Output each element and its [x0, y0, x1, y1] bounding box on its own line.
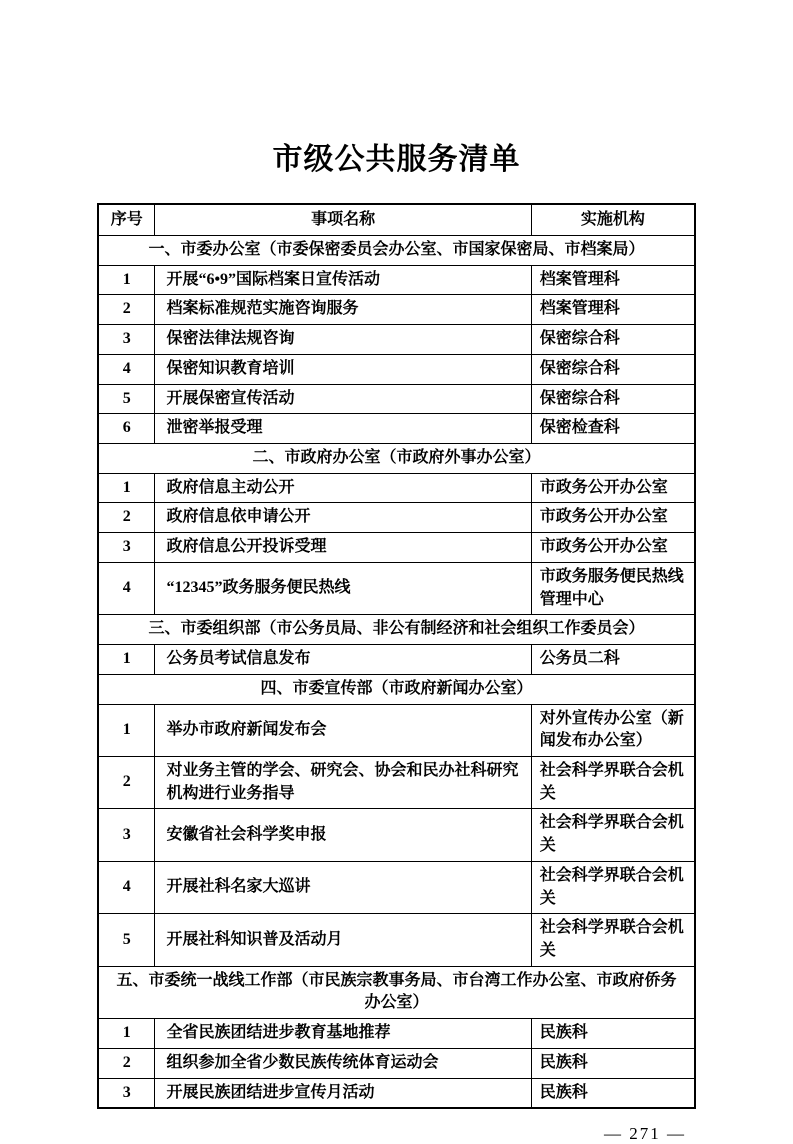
row-item: 组织参加全省少数民族传统体育运动会 [155, 1048, 531, 1078]
row-agency: 保密综合科 [531, 354, 695, 384]
header-cell-item: 事项名称 [155, 204, 531, 236]
row-agency: 民族科 [531, 1019, 695, 1049]
row-no: 2 [98, 756, 155, 808]
row-item: 安徽省社会科学奖申报 [155, 809, 531, 861]
row-item: 公务员考试信息发布 [155, 645, 531, 675]
row-item: 开展保密宣传活动 [155, 384, 531, 414]
row-item: 档案标准规范实施咨询服务 [155, 295, 531, 325]
row-no: 2 [98, 1048, 155, 1078]
table-row [98, 325, 695, 355]
row-no: 2 [98, 295, 155, 325]
header-cell-agency: 实施机构 [531, 204, 695, 236]
table-row [98, 809, 695, 861]
row-agency: 社会科学界联合会机关 [531, 914, 695, 966]
row-item: 开展社科名家大巡讲 [155, 861, 531, 913]
row-agency: 民族科 [531, 1048, 695, 1078]
row-no: 5 [98, 914, 155, 966]
row-no: 3 [98, 533, 155, 563]
row-no: 3 [98, 325, 155, 355]
row-item: 对业务主管的学会、研究会、协会和民办社科研究机构进行业务指导 [155, 756, 531, 808]
row-no: 1 [98, 645, 155, 675]
section-header-row [98, 444, 695, 474]
row-agency: 保密综合科 [531, 384, 695, 414]
row-item: 泄密举报受理 [155, 414, 531, 444]
section-header-row [98, 615, 695, 645]
row-item: 开展“6•9”国际档案日宣传活动 [155, 265, 531, 295]
row-agency: 社会科学界联合会机关 [531, 809, 695, 861]
table-row [98, 533, 695, 563]
row-agency: 民族科 [531, 1078, 695, 1108]
table-row [98, 295, 695, 325]
row-no: 4 [98, 562, 155, 614]
row-no: 1 [98, 473, 155, 503]
service-table [97, 203, 696, 1109]
row-agency: 保密检查科 [531, 414, 695, 444]
table-row [98, 756, 695, 808]
row-agency: 社会科学界联合会机关 [531, 861, 695, 913]
section-heading: 一、市委办公室（市委保密委员会办公室、市国家保密局、市档案局） [98, 236, 695, 266]
row-no: 2 [98, 503, 155, 533]
page-number: — 271 — [604, 1124, 686, 1144]
row-agency: 保密综合科 [531, 325, 695, 355]
row-no: 4 [98, 861, 155, 913]
section-heading: 四、市委宣传部（市政府新闻办公室） [98, 674, 695, 704]
row-agency: 市政务公开办公室 [531, 503, 695, 533]
table-row [98, 704, 695, 756]
section-header-row [98, 674, 695, 704]
row-no: 3 [98, 809, 155, 861]
row-agency: 公务员二科 [531, 645, 695, 675]
row-item: “12345”政务服务便民热线 [155, 562, 531, 614]
table-header [98, 204, 695, 236]
row-agency: 社会科学界联合会机关 [531, 756, 695, 808]
section-heading: 三、市委组织部（市公务员局、非公有制经济和社会组织工作委员会） [98, 615, 695, 645]
row-agency: 对外宣传办公室（新闻发布办公室） [531, 704, 695, 756]
row-no: 6 [98, 414, 155, 444]
row-item: 保密知识教育培训 [155, 354, 531, 384]
table-row [98, 414, 695, 444]
section-header-row [98, 236, 695, 266]
row-item: 开展民族团结进步宣传月活动 [155, 1078, 531, 1108]
row-item: 政府信息依申请公开 [155, 503, 531, 533]
table-row [98, 473, 695, 503]
row-item: 保密法律法规咨询 [155, 325, 531, 355]
row-no: 1 [98, 1019, 155, 1049]
table-row [98, 354, 695, 384]
table-header-row [98, 204, 695, 236]
row-item: 全省民族团结进步教育基地推荐 [155, 1019, 531, 1049]
table-row [98, 265, 695, 295]
row-item: 开展社科知识普及活动月 [155, 914, 531, 966]
row-item: 举办市政府新闻发布会 [155, 704, 531, 756]
table-row [98, 1078, 695, 1108]
table-row [98, 562, 695, 614]
row-agency: 档案管理科 [531, 295, 695, 325]
page-title: 市级公共服务清单 [272, 143, 521, 176]
table-row [98, 645, 695, 675]
table-row [98, 861, 695, 913]
row-item: 政府信息公开投诉受理 [155, 533, 531, 563]
header-cell-no: 序号 [98, 204, 155, 236]
table-body [98, 236, 695, 1109]
section-heading: 二、市政府办公室（市政府外事办公室） [98, 444, 695, 474]
row-agency: 市政务公开办公室 [531, 533, 695, 563]
row-agency: 市政务服务便民热线管理中心 [531, 562, 695, 614]
table-row [98, 503, 695, 533]
row-no: 3 [98, 1078, 155, 1108]
table-row [98, 1048, 695, 1078]
section-header-row [98, 966, 695, 1018]
row-agency: 市政务公开办公室 [531, 473, 695, 503]
row-no: 5 [98, 384, 155, 414]
row-agency: 档案管理科 [531, 265, 695, 295]
table-row [98, 384, 695, 414]
table-row [98, 1019, 695, 1049]
row-no: 1 [98, 265, 155, 295]
row-no: 1 [98, 704, 155, 756]
table-row [98, 914, 695, 966]
row-no: 4 [98, 354, 155, 384]
row-item: 政府信息主动公开 [155, 473, 531, 503]
section-heading: 五、市委统一战线工作部（市民族宗教事务局、市台湾工作办公室、市政府侨务办公室） [98, 966, 695, 1018]
